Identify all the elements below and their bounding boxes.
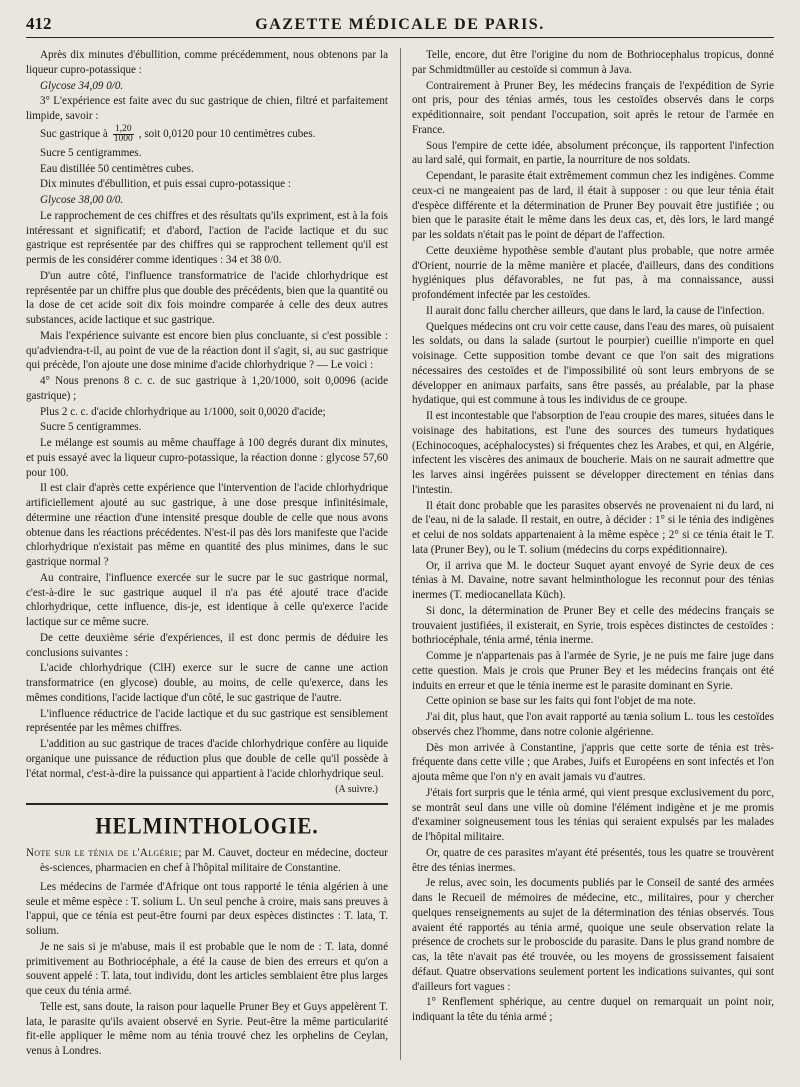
paragraph: J'ai dit, plus haut, que l'on avait rapporté au tænia solium L. tous les cestoïdes observés chez l'homme, dans notre colonie algérienne. (412, 711, 774, 738)
paragraph: Il est incontestable que l'absorption de l'eau croupie des mares, situées dans le voisinage des habitations, est l'une des sources des tumeurs hydatiques (Echinocoques, acéphalocystes) si fréquentes chez les Arabes, et qui, en Algérie, infectent les viscères des animaux de boucherie. Mais on ne saurait admettre que les larves ainsi ingérées puissent se développer directement en ténias dans l'intestin. (412, 410, 774, 496)
paragraph: De cette deuxième série d'expériences, il est donc permis de déduire les conclusions suivantes : (26, 631, 388, 659)
paragraph: Sous l'empire de cette idée, absolument préconçue, ils rapportent l'infection au lard salé, qui formait, en partie, la nourriture de nos soldats. (412, 139, 774, 167)
paragraph: Cette deuxième hypothèse semble d'autant plus probable, que notre armée d'Orient, nourrie de la même manière et placée, d'ailleurs, dans des conditions hygiéniques plus défavorables, ne fut pas, à ma connaissance, aussi profondément infectée par les cestoïdes. (412, 244, 774, 301)
fraction (112, 125, 135, 145)
paragraph: Il aurait donc fallu chercher ailleurs, que dans le lard, la cause de l'infection. (426, 304, 765, 317)
paragraph: Sucre 5 centigrammes. (40, 421, 142, 434)
article-byline (26, 846, 388, 876)
paragraph: L'acide chlorhydrique (ClH) exerce sur le sucre de canne une action transformatrice (en glycose) double, au moins, de celle qu'exerce, dans les mêmes conditions, l'acide lactique d'un côté, le suc gastrique de l'autre. (26, 662, 388, 704)
left-column (26, 48, 388, 1060)
paragraph: Plus 2 c. c. d'acide chlorhydrique au 1/1000, soit 0,0020 d'acide; (40, 405, 326, 418)
to-be-continued: (A suivre.) (335, 784, 378, 796)
paragraph: Or, il arriva que M. le docteur Suquet ayant envoyé de Syrie deux de ces ténias à M. Davaine, notre savant helminthologue les reconnut pour des ténias inermes (T. mediocanellata Küch). (412, 559, 774, 601)
section-title: HELMINTHOLOGIE. (95, 812, 319, 839)
paragraph: 4° Nous prenons 8 c. c. de suc gastrique à 1,20/1000, soit 0,0096 (acide gastrique) ; (26, 375, 388, 402)
paragraph: Quelques médecins ont cru voir cette cause, dans l'eau des mares, où puisaient les soldats, ou dans la salade (surtout le pourpier) cueillie n'importe en quel voisinage. Cette supposition tombe devant ce que l'on sait des migrations nécessaires des cestoïdes et de l'impossibilité où sont leurs embryons de se développer en animaux parfaits, sans être passés, au préalable, par la phase hydatique, qui est commune à tous les individus de ce groupe. (412, 320, 774, 407)
two-column-body (26, 48, 774, 1060)
paragraph: Après dix minutes d'ébullition, comme précédemment, nous obtenons par la liqueur cupro-potassique : (26, 49, 388, 76)
paragraph: Le mélange est soumis au même chauffage à 100 degrés durant dix minutes, et puis essayé avec la liqueur cupro-potassique, la réaction donne : glycose 57,60 pour 100. (26, 437, 388, 479)
paragraph: Le rapprochement de ces chiffres et des résultats qu'ils expriment, est à la fois intéressant et significatif; et d'abord, l'action de l'acide lactique et du suc gastrique est représentée par des chiffres qui se rapprochent tellement qu'il est permis de les considérer comme identiques : 34 et 38 0/0. (26, 209, 388, 266)
formula-prefix: Suc gastrique à (40, 128, 108, 141)
fraction-numerator: 1,20 (114, 123, 132, 134)
paragraph: Il est clair d'après cette expérience que l'intervention de l'acide chlorhydrique artificiellement ajouté au suc gastrique, à une dose presque infinitésimale, détermine une réaction d'une intensité presque double de celle que nous avons obtenue dans les réactions précédentes. N'est-il pas dès lors manifeste que l'acide chlorhydrique n'existait pas même en quantité des plus minimes, dans le suc gastrique normal ? (26, 482, 388, 568)
paragraph: Telle, encore, dut être l'origine du nom de Bothriocephalus tropicus, donné par Schmidtmüller au cestoïde si commun à Java. (412, 49, 774, 76)
fraction-denominator: 1000 (113, 134, 133, 145)
paragraph: Je ne sais si je m'abuse, mais il est probable que le nom de : T. lata, donné primitivement au Bothriocéphale, a été la cause de bien des erreurs et qu'on a souvent appelé : T. lata, tout individu, dont les articles semblaient être plus larges que ceux du ténia armé. (26, 940, 388, 998)
paragraph: Or, quatre de ces parasites m'ayant été présentés, tous les quatre se trouvèrent être des ténias inermes. (412, 846, 774, 874)
paragraph: Je relus, avec soin, les documents publiés par le Conseil de santé des armées dans le Recueil de mémoires de médecine, etc., militaires, pour y chercher quelques renseignements au sujet de la détermination des ténias observés. Tous avaient été rapportés au ténia armé, quoique une seule observation relate la présence de crochets sur le proboscide du parasite. Dans le plus grand nombre de cas, la tête n'avait pas été trouvée, ou les moyens de grossissement faisaient défaut. Quatre observations seulement portent les indications suivantes, qui sont d'ailleurs fort vagues : (412, 877, 774, 993)
paragraph: Si donc, la détermination de Pruner Bey et celle des médecins français se trouvaient justifiées, il existerait, en Syrie, trois espèces distinctes de cestoïdes : bothriocéphale, ténia armé, ténia inerme. (412, 604, 774, 647)
page-number: 412 (26, 14, 52, 33)
paragraph: 1° Renflement sphérique, au centre duquel on remarquait un point noir, indiquant la tête du ténia armé ; (412, 996, 774, 1023)
paragraph: Sucre 5 centigrammes. (40, 146, 142, 159)
paragraph: Dix minutes d'ébullition, et puis essai cupro-potassique : (40, 178, 291, 191)
paragraph: J'étais fort surpris que le ténia armé, qui vient presque exclusivement du porc, se montrât seul dans une ville où domine l'élément indigène et je me promis d'examiner soigneusement tous les ténias qui seraient expulsés par les malades de l'hôpital militaire. (412, 786, 774, 843)
paragraph: Eau distillée 50 centimètres cubes. (40, 162, 194, 175)
article-title: Note sur le ténia de l'Algérie (26, 847, 179, 860)
paragraph: Dès mon arrivée à Constantine, j'appris que cette sorte de ténia est très-fréquente dans cette ville ; que Arabes, Juifs et Européens en sont infectés et l'on ajouta même que l'on n'y en avait jamais vu d'autres. (412, 741, 774, 783)
paragraph: L'influence réductrice de l'acide lactique et du suc gastrique est sensiblement représentée par les mêmes chiffres. (26, 707, 388, 735)
paragraph: 3° L'expérience est faite avec du suc gastrique de chien, filtré et parfaitement limpide, savoir : (26, 95, 388, 122)
paragraph: Comme je n'appartenais pas à l'armée de Syrie, je ne puis me faire juge dans cette question. Mais je crois que Pruner Bey et les médecins français ont été induits en erreur et que le ténia inerme est le parasite dominant en Syrie. (412, 650, 774, 692)
running-head (26, 14, 774, 38)
paragraph: Les médecins de l'armée d'Afrique ont tous rapporté le ténia algérien à une seule et même espèce : T. solium L. Un seul penche à croire, mais sans preuves à l'appui, que ce ténia est peut-être fourni par deux espèces distinctes : T. lata, T. solium. (26, 880, 388, 938)
article-author: ; par M. Cauvet, docteur en médecine, docteur ès-sciences, pharmacien en chef à l'hôpital militaire de Constantine. (40, 847, 388, 875)
paragraph: Cette opinion se base sur les faits qui font l'objet de ma note. (426, 695, 696, 708)
paragraph: Cependant, le parasite était extrêmement commun chez les indigènes. Comme ceux-ci ne mangeaient pas de lard, il était à supposer : ou que leur ténia était d'espèce différente et la détermination de Pruner Bey pouvait être justifiée ; ou bien que le parasite était le même dans les deux cas, et, dès lors, le lard mangé par les soldats n'était pas le point de départ de l'affection. (412, 170, 774, 241)
paragraph: D'un autre côté, l'influence transformatrice de l'acide chlorhydrique est représentée par un chiffre plus que double des précédents, bien que la quantité ou la dose de cet acide soit dix fois moindre comparée à celle des deux autres substances, acide lactique et suc gastrique. (26, 269, 388, 326)
paragraph: Il était donc probable que les parasites observés ne provenaient ni du lard, ni de l'eau, ni de la salade. Il restait, en outre, à décider : 1° si le ténia des indigènes et celui de nos soldats appartenaient à la même espèce ; 2° si ce ténia était le T. lata (Pruner Bey), ou le T. solium (médecins du corps expéditionnaire). (412, 499, 774, 556)
paragraph: Mais l'expérience suivante est encore bien plus concluante, si c'est possible : qu'adviendra-t-il, au point de vue de la réaction dont il s'agit, si, au suc gastrique qui précède, l'on ajoute une dose minime d'acide chlorhydrique ? — Le voici : (26, 329, 388, 372)
formula-suffix: , soit 0,0120 pour 10 centimètres cubes. (138, 128, 316, 141)
paragraph: Glycose 38,00 0/0. (40, 194, 124, 206)
paragraph: Glycose 34,09 0/0. (40, 79, 124, 92)
paragraph: L'addition au suc gastrique de traces d'acide chlorhydrique confère au liquide organique une puissance de réduction plus que double de celle qu'il possède à l'état normal, c'est-à-dire la puissance qui appartient à l'acide chlorhydrique seul. (26, 738, 388, 780)
paragraph: Telle est, sans doute, la raison pour laquelle Pruner Bey et Guys appelèrent T. lata, le parasite qu'ils avaient observé en Syrie. Peut-être la même particularité fit-elle appliquer le même nom au ténia trouvé chez les orphelins de Ceylan, venus à Londres. (26, 1000, 388, 1058)
paragraph: Contrairement à Pruner Bey, les médecins français de l'expédition de Syrie ont pris, pour des ténias armés, tous les cestoïdes observés dans le corps expéditionnaire, soit pendant l'occupation, soit après le retour de l'armée en France. (412, 79, 774, 136)
formula-line (26, 125, 388, 145)
right-column (400, 48, 774, 1060)
journal-title: GAZETTE MÉDICALE DE PARIS. (255, 16, 545, 33)
section-divider (26, 803, 388, 805)
paragraph: Au contraire, l'influence exercée sur le sucre par le suc gastrique normal, c'est-à-dire le suc gastrique auquel il n'a pas été ajouté trace d'acide chlorhydrique, cette influence, dis-je, est identique à celle qu'exerce l'acide lactique sur ce même sucre. (26, 571, 388, 628)
